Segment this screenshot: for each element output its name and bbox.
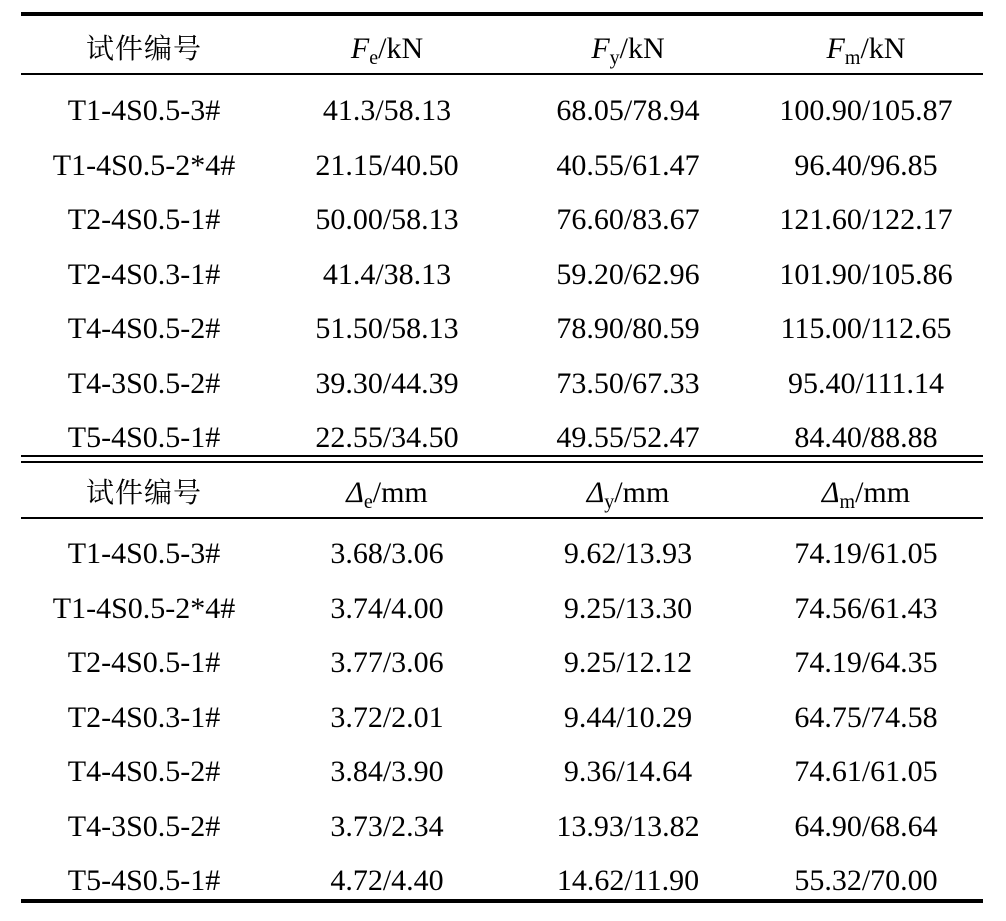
value-cell: 3.72/2.01 [330, 700, 444, 734]
header-dy: $\Delta_y/mm$ [586, 476, 670, 513]
value-cell: 64.90/68.64 [794, 809, 938, 843]
value-cell: 73.50/67.33 [556, 366, 700, 400]
value-cell: 95.40/111.14 [787, 366, 945, 400]
table-row [21, 84, 983, 138]
specimen-id-cell: T4-3S0.5-2# [67, 366, 221, 400]
value-cell: 49.55/52.47 [556, 421, 700, 454]
value-cell: 64.75/74.58 [794, 700, 938, 734]
top-rule [21, 12, 983, 16]
table-row [21, 745, 983, 799]
value-cell: 9.25/13.30 [563, 591, 693, 625]
specimen-id-cell: T4-4S0.5-2# [67, 312, 221, 345]
header-specimen-id: 试件编号 [85, 476, 202, 509]
header-fe: $F_e/kN$ [350, 32, 424, 69]
header-fm: $F_m/kN$ [826, 32, 906, 69]
specimen-id-cell: T4-4S0.5-2# [67, 755, 221, 788]
value-cell: 78.90/80.59 [556, 312, 700, 345]
force-header-row [21, 22, 983, 76]
table-row [21, 139, 983, 193]
header-de: $\Delta_e/mm$ [346, 476, 428, 513]
value-cell: 74.61/61.05 [794, 755, 938, 788]
value-cell: 9.62/13.93 [563, 537, 693, 570]
table-row [21, 248, 983, 302]
value-cell: 9.44/10.29 [563, 700, 693, 734]
specimen-id-cell: T1-4S0.5-3# [67, 537, 221, 570]
value-cell: 9.25/12.12 [563, 646, 693, 679]
table-row [21, 411, 983, 465]
value-cell: 3.77/3.06 [330, 646, 444, 679]
value-cell: 4.72/4.40 [330, 864, 444, 897]
value-cell: 100.90/105.87 [779, 94, 953, 127]
value-cell: 121.60/122.17 [779, 203, 953, 236]
table-row [21, 302, 983, 356]
specimen-id-cell: T1-4S0.5-2*4# [52, 591, 236, 625]
value-cell: 3.73/2.34 [330, 809, 444, 843]
value-cell: 13.93/13.82 [556, 809, 700, 843]
value-cell: 76.60/83.67 [556, 203, 700, 236]
value-cell: 21.15/40.50 [315, 148, 459, 182]
table-row [21, 854, 983, 908]
value-cell: 96.40/96.85 [794, 148, 938, 182]
value-cell: 68.05/78.94 [556, 94, 700, 127]
header-specimen-id: 试件编号 [85, 32, 202, 65]
table-row [21, 636, 983, 690]
specimen-id-cell: T5-4S0.5-1# [67, 864, 221, 897]
header-fy: $F_y/kN$ [591, 32, 665, 69]
specimen-id-cell: T5-4S0.5-1# [67, 421, 221, 454]
value-cell: 9.36/14.64 [563, 755, 693, 788]
value-cell: 3.68/3.06 [330, 537, 444, 570]
table-row [21, 357, 983, 411]
value-cell: 55.32/70.00 [794, 864, 938, 897]
value-cell: 41.4/38.13 [322, 257, 452, 291]
displacement-header-row [21, 466, 983, 520]
value-cell: 50.00/58.13 [315, 203, 459, 236]
value-cell: 40.55/61.47 [556, 148, 700, 182]
specimen-id-cell: T2-4S0.3-1# [67, 257, 221, 291]
specimen-id-cell: T2-4S0.5-1# [67, 203, 221, 236]
value-cell: 74.19/64.35 [794, 646, 938, 679]
specimen-id-cell: T1-4S0.5-3# [67, 94, 221, 127]
value-cell: 101.90/105.86 [779, 257, 953, 291]
value-cell: 84.40/88.88 [794, 421, 938, 454]
table-row [21, 582, 983, 636]
value-cell: 39.30/44.39 [315, 366, 459, 400]
value-cell: 51.50/58.13 [315, 312, 459, 345]
table-row [21, 193, 983, 247]
value-cell: 22.55/34.50 [315, 421, 459, 454]
specimen-id-cell: T2-4S0.5-1# [67, 646, 221, 679]
table-row [21, 527, 983, 581]
table-row [21, 800, 983, 854]
value-cell: 74.19/61.05 [794, 537, 938, 570]
value-cell: 115.00/112.65 [780, 312, 952, 345]
table-row [21, 691, 983, 745]
value-cell: 41.3/58.13 [322, 94, 452, 127]
specimen-id-cell: T2-4S0.3-1# [67, 700, 221, 734]
value-cell: 3.74/4.00 [330, 591, 444, 625]
specimen-id-cell: T1-4S0.5-2*4# [52, 148, 236, 182]
value-cell: 59.20/62.96 [556, 257, 700, 291]
value-cell: 3.84/3.90 [330, 755, 444, 788]
specimen-id-cell: T4-3S0.5-2# [67, 809, 221, 843]
value-cell: 14.62/11.90 [556, 864, 700, 897]
value-cell: 74.56/61.43 [794, 591, 938, 625]
header-dm: $\Delta_m/mm$ [821, 476, 911, 513]
